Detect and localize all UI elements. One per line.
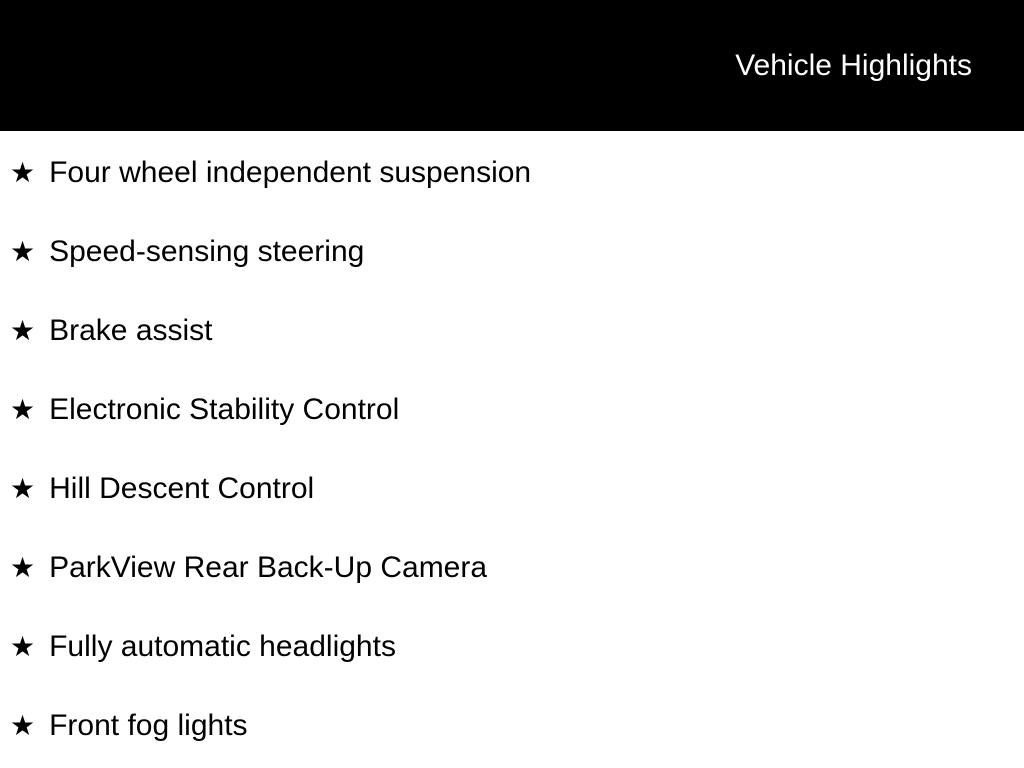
list-item: [10, 607, 1024, 686]
highlight-list: [0, 131, 1024, 765]
list-item: [10, 528, 1024, 607]
highlight-item-label: ParkView Rear Back-Up Camera: [49, 551, 488, 584]
star-bullet-icon: ★: [10, 235, 36, 268]
header-band: [0, 0, 1024, 131]
highlight-item-label: Fully automatic headlights: [49, 630, 396, 663]
list-item: [10, 449, 1024, 528]
highlight-item-label: Brake assist: [49, 314, 213, 347]
highlight-item-label: Speed-sensing steering: [49, 235, 365, 268]
highlight-item-label: Front fog lights: [49, 709, 248, 742]
list-item: [10, 291, 1024, 370]
star-bullet-icon: ★: [10, 551, 36, 584]
highlight-item-label: Four wheel independent suspension: [49, 156, 532, 189]
list-item: [10, 370, 1024, 449]
highlight-item-label: Electronic Stability Control: [49, 393, 400, 426]
list-item: [10, 212, 1024, 291]
star-bullet-icon: ★: [10, 630, 36, 663]
list-item: [10, 133, 1024, 212]
star-bullet-icon: ★: [10, 709, 36, 742]
star-bullet-icon: ★: [10, 314, 36, 347]
star-bullet-icon: ★: [10, 472, 36, 505]
star-bullet-icon: ★: [10, 393, 36, 426]
list-item: [10, 686, 1024, 765]
highlight-item-label: Hill Descent Control: [49, 472, 315, 505]
star-bullet-icon: ★: [10, 156, 36, 189]
page-title: Vehicle Highlights: [735, 48, 972, 82]
